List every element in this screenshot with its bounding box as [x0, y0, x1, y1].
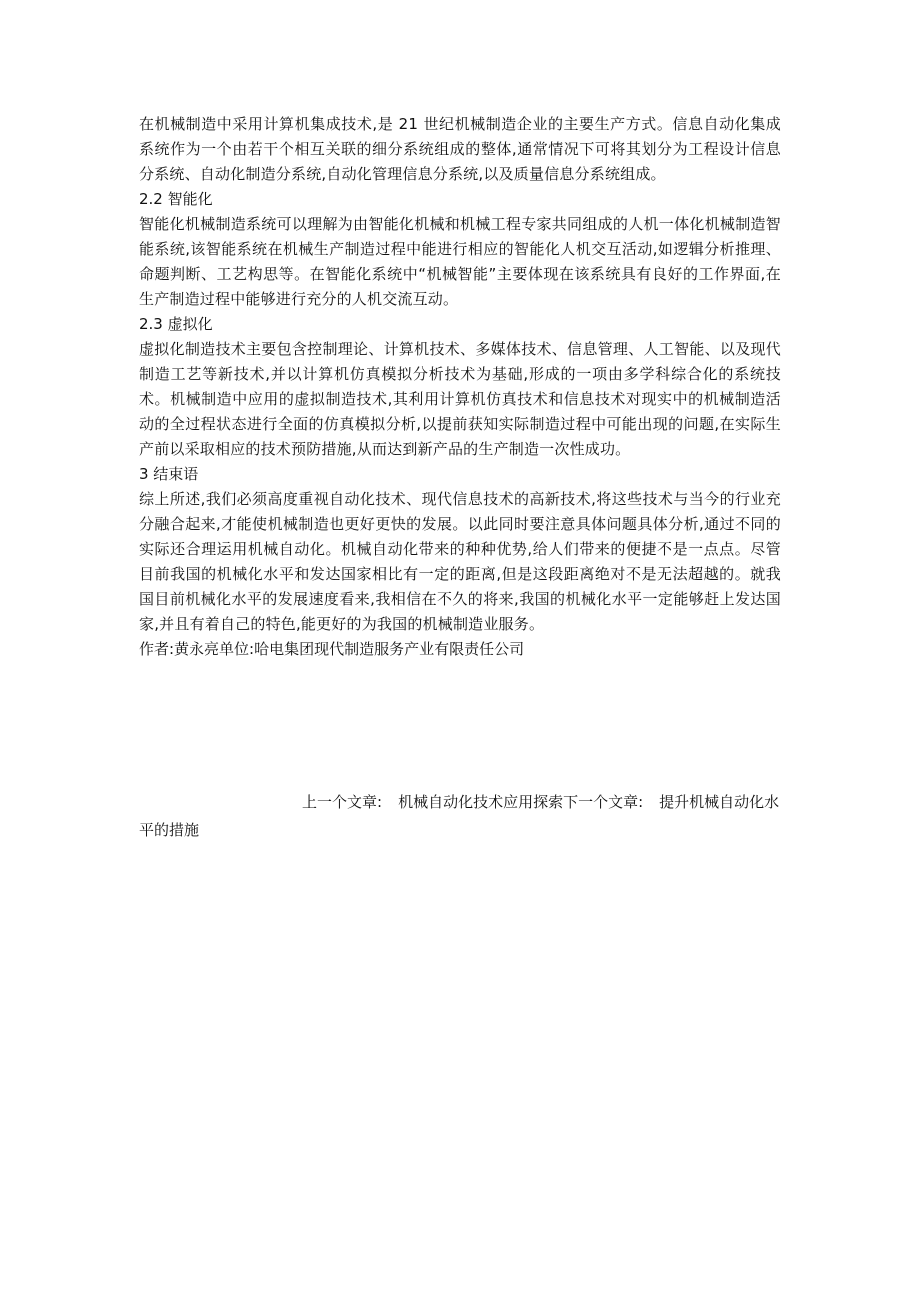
paragraph-virtual: 虚拟化制造技术主要包含控制理论、计算机技术、多媒体技术、信息管理、人工智能、以及现代制造工艺等新技术,并以计算机仿真模拟分析技术为基础,形成的一项由多学科综合化的系统技术。机械制造中应用的虚拟制造技术,其利用计算机仿真技术和信息技术对现实中的机械制造活动的全过程状态进行全面的仿真模拟分析,以提前获知实际制造过程中可能出现的问题,在实际生产前以采取相应的技术预防措施,从而达到新产品的生产制造一次性成功。 — [139, 340, 781, 458]
prev-article-label: 上一个文章: — [302, 793, 383, 811]
section-heading-conclusion: 3 结束语 — [139, 465, 199, 483]
paragraph-computer-integration: 在机械制造中采用计算机集成技术,是 21 世纪机械制造企业的主要生产方式。信息自动化集成系统作为一个由若干个相互关联的细分系统组成的整体,通常情况下可将其划分为工程设计信息分系统、自动化制造分系统,自动化管理信息分系统,以及质量信息分系统组成。 — [139, 115, 781, 183]
section-heading-virtual: 2.3 虚拟化 — [139, 315, 213, 333]
section-heading-intelligent: 2.2 智能化 — [139, 190, 213, 208]
next-article-label: 下一个文章: — [563, 793, 644, 811]
author-line: 作者:黄永亮单位:哈电集团现代制造服务产业有限责任公司 — [139, 640, 525, 658]
paragraph-intelligent: 智能化机械制造系统可以理解为由智能化机械和机械工程专家共同组成的人机一体化机械制造智能系统,该智能系统在机械生产制造过程中能进行相应的智能化人机交互活动,如逻辑分析推理、命题判断、工艺构思等。在智能化系统中“机械智能”主要体现在该系统具有良好的工作界面,在生产制造过程中能够进行充分的人机交流互动。 — [139, 215, 781, 308]
article-navigation — [139, 788, 781, 844]
article-body — [139, 112, 781, 662]
prev-article-link[interactable]: 机械自动化技术应用探索 — [398, 793, 564, 811]
paragraph-conclusion: 综上所述,我们必须高度重视自动化技术、现代信息技术的高新技术,将这些技术与当今的行业充分融合起来,才能使机械制造也更好更快的发展。以此同时要注意具体问题具体分析,通过不同的实际还合理运用机械自动化。机械自动化带来的种种优势,给人们带来的便捷不是一点点。尽管目前我国的机械化水平和发达国家相比有一定的距离,但是这段距离绝对不是无法超越的。就我国目前机械化水平的发展速度看来,我相信在不久的将来,我国的机械化水平一定能够赶上发达国家,并且有着自己的特色,能更好的为我国的机械制造业服务。 — [139, 490, 781, 633]
next-article-link[interactable]: 提升机械自动化水平的措施 — [139, 793, 780, 839]
